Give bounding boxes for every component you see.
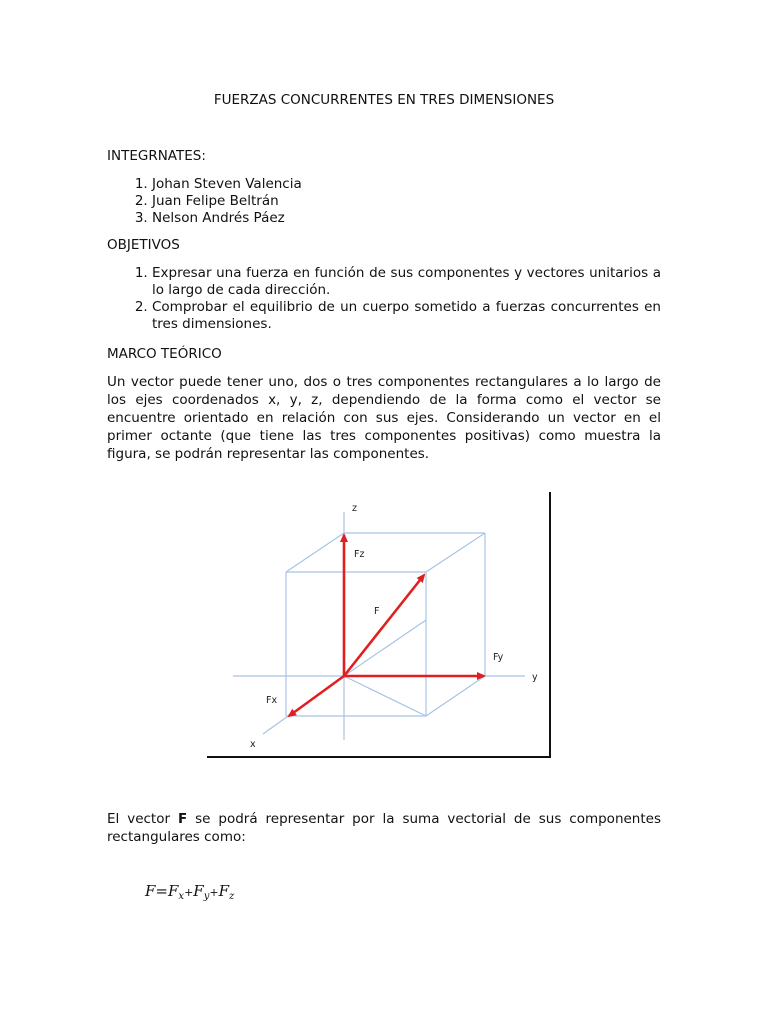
f-vector [344, 575, 424, 676]
objectives-heading: OBJETIVOS [107, 237, 180, 253]
objectives-list [107, 265, 661, 333]
f-label: F [374, 606, 380, 617]
document-title: FUERZAS CONCURRENTES EN TRES DIMENSIONES [213, 92, 555, 108]
x-axis-label: x [250, 739, 256, 750]
fz-label: Fz [354, 549, 365, 560]
vector-sum-formula: $F=F_x+F_y+F_z$ [145, 882, 235, 902]
sum-paragraph-start: El vector [107, 811, 178, 827]
z-axis-label: z [352, 503, 357, 514]
vector-symbol: F [177, 811, 188, 827]
list-item: 2. Juan Felipe Beltrán [152, 193, 661, 210]
vector-components-figure [205, 492, 555, 760]
members-list [107, 176, 661, 227]
sum-paragraph [107, 810, 661, 846]
fy-label: Fy [493, 652, 504, 663]
theory-paragraph: Un vector puede tener uno, dos o tres componentes rectangulares a lo largo de los ejes coordenados x, y, z, dependiendo de la forma como el vector se encuentre orientado en relación con sus ejes. Considerando un vector en el primer octante (que tiene las tres componentes positivas) como muestra la figura, se podrán representar las componentes. [107, 374, 661, 462]
list-item: 1. Expresar una fuerza en función de sus componentes y vectores unitarios a lo largo de cada dirección. [152, 265, 661, 299]
members-heading: INTEGRNATES: [107, 148, 206, 164]
list-item: 3. Nelson Andrés Páez [152, 210, 661, 227]
y-axis-label: y [532, 672, 538, 683]
sum-paragraph-end: se podrá representar por la suma vectorial de sus componentes rectangulares como: [107, 811, 661, 845]
list-item: 1. Johan Steven Valencia [152, 176, 661, 193]
fx-vector [289, 676, 344, 716]
list-item: 2. Comprobar el equilibrio de un cuerpo sometido a fuerzas concurrentes en tres dimensiones. [152, 299, 661, 333]
theory-heading: MARCO TEÓRICO [107, 346, 222, 362]
fx-label: Fx [266, 695, 278, 706]
